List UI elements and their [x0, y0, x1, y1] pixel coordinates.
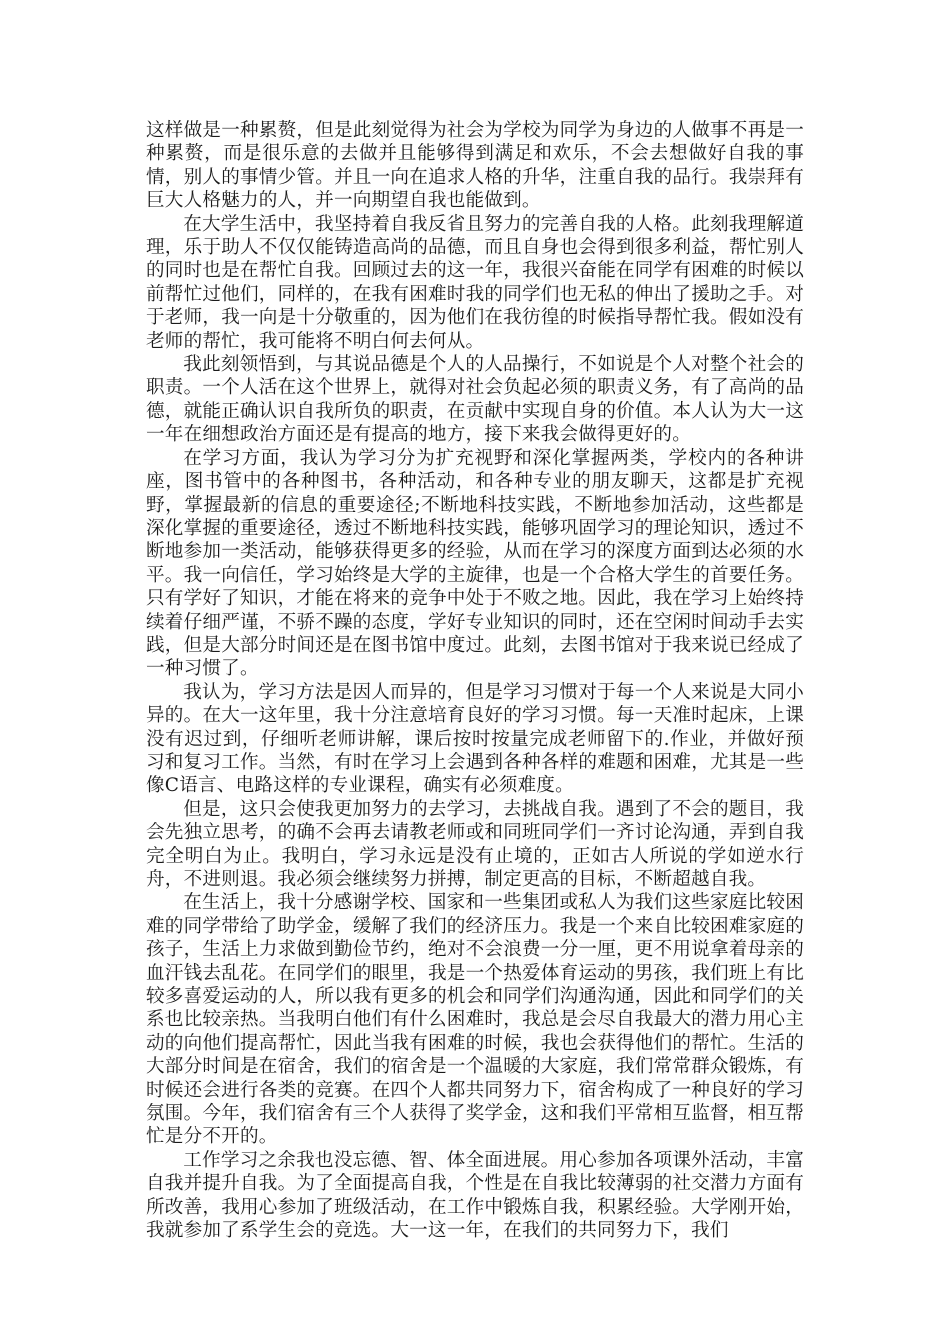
paragraph-6: 但是，这只会使我更加努力的去学习，去挑战自我。遇到了不会的题目，我会先独立思考，的确不会再去请教老师或和同班同学们一齐讨论沟通，弄到自我完全明白为止。我明白，学习永远是没有止境的，正如古人所说的学如逆水行舟，不进则退。我必须会继续努力拼搏，制定更高的目标，不断超越自我。	[146, 798, 804, 890]
paragraph-1: 这样做是一种累赘，但是此刻觉得为社会为学校为同学为身边的人做事不再是一种累赘，而是很乐意的去做并且能够得到满足和欢乐，不会去想做好自我的事情，别人的事情少管。并且一向在追求人格的升华，注重自我的品行。我崇拜有巨大人格魅力的人，并一向期望自我也能做到。	[146, 120, 804, 212]
paragraph-5: 我认为，学习方法是因人而异的，但是学习习惯对于每一个人来说是大同小异的。在大一这年里，我十分注意培育良好的学习习惯。每一天准时起床，上课没有迟过到，仔细听老师讲解，课后按时按量完成老师留下的.作业，并做好预习和复习工作。当然，有时在学习上会遇到各种各样的难题和困难，尤其是一些像C语言、电路这样的专业课程，确实有必须难度。	[146, 681, 804, 797]
paragraph-8: 工作学习之余我也没忘德、智、体全面进展。用心参加各项课外活动，丰富自我并提升自我。为了全面提高自我，个性是在自我比较薄弱的社交潜力方面有所改善，我用心参加了班级活动，在工作中锻炼自我，积累经验。大学刚开始，我就参加了系学生会的竞选。大一这一年，在我们的共同努力下，我们	[146, 1149, 804, 1242]
paragraph-2: 在大学生活中，我坚持着自我反省且努力的完善自我的人格。此刻我理解道理，乐于助人不仅仅能铸造高尚的品德，而且自身也会得到很多利益，帮忙别人的同时也是在帮忙自我。回顾过去的这一年，我很兴奋能在同学有困难的时候以前帮忙过他们，同样的，在我有困难时我的同学们也无私的伸出了援助之手。对于老师，我一向是十分敬重的，因为他们在我彷徨的时候指导帮忙我。假如没有老师的帮忙，我可能将不明白何去何从。	[146, 213, 804, 352]
paragraph-4: 在学习方面，我认为学习分为扩充视野和深化掌握两类，学校内的各种讲座，图书管中的各种图书，各种活动，和各种专业的朋友聊天，这都是扩充视野，掌握最新的信息的重要途径;不断地科技实践，不断地参加活动，这些都是深化掌握的重要途径，透过不断地科技实践，能够巩固学习的理论知识，透过不断地参加一类活动，能够获得更多的经验，从而在学习的深度方面到达必须的水平。我一向信任，学习始终是大学的主旋律，也是一个合格大学生的首要任务。只有学好了知识，才能在将来的竞争中处于不败之地。因此，我在学习上始终持续着仔细严谨，不骄不躁的态度，学好专业知识的同时，还在空闲时间动手去实践，但是大部分时间还是在图书馆中度过。此刻，去图书馆对于我来说已经成了一种习惯了。	[146, 447, 804, 680]
document-page	[146, 119, 804, 1319]
paragraph-3: 我此刻领悟到，与其说品德是个人的人品操行，不如说是个人对整个社会的职责。一个人活在这个世界上，就得对社会负起必须的职责义务，有了高尚的品德，就能正确认识自我所负的职责，在贡献中实现自身的价值。本人认为大一这一年在细想政治方面还是有提高的地方，接下来我会做得更好的。	[146, 354, 804, 446]
paragraph-7: 在生活上，我十分感谢学校、国家和一些集团或私人为我们这些家庭比较困难的同学带给了助学金，缓解了我们的经济压力。我是一个来自比较困难家庭的孩子，生活上力求做到勤俭节约，绝对不会浪费一分一厘，更不用说拿着母亲的血汗钱去乱花。在同学们的眼里，我是一个热爱体育运动的男孩，我们班上有比较多喜爱运动的人，所以我有更多的机会和同学们沟通沟通，因此和同学们的关系也比较亲热。当我明白他们有什么困难时，我总是会尽自我最大的潜力用心主动的向他们提高帮忙，因此当我有困难的时候，我也会获得他们的帮忙。生活的大部分时间是在宿舍，我们的宿舍是一个温暖的大家庭，我们常常群众锻炼，有时候还会进行各类的竞赛。在四个人都共同努力下，宿舍构成了一种良好的学习氛围。今年，我们宿舍有三个人获得了奖学金，这和我们平常相互监督，相互帮忙是分不开的。	[146, 892, 804, 1148]
